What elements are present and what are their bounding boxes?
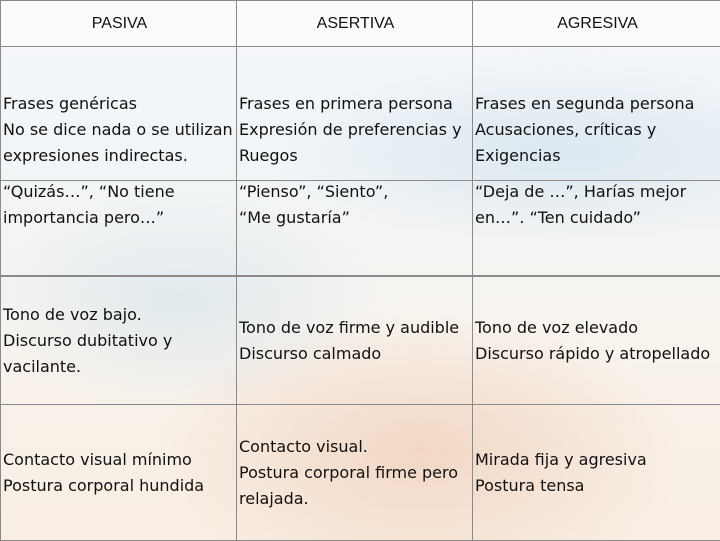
cell-line: Frases en segunda persona — [475, 91, 720, 117]
cell-line: en…”. “Ten cuidado” — [475, 205, 720, 231]
cell-line: Postura corporal hundida — [3, 473, 236, 499]
cell-line: Contacto visual mínimo — [3, 447, 236, 473]
cell-line: Postura corporal firme pero — [239, 460, 472, 486]
cell-line: “Deja de …”, Harías mejor — [475, 179, 720, 205]
header-asertiva: ASERTIVA — [237, 1, 473, 47]
cell-line: Discurso calmado — [239, 341, 472, 367]
cell-line: Mirada fija y agresiva — [475, 447, 720, 473]
cell-line: Tono de voz elevado — [475, 315, 720, 341]
cell-agresiva-postura — [473, 405, 720, 541]
cell-line: Frases en primera persona — [239, 91, 472, 117]
row-divider — [0, 180, 720, 181]
cell-agresiva-tono — [473, 277, 720, 405]
table-row — [1, 47, 720, 277]
cell-line: importancia pero…” — [3, 205, 236, 231]
cell-asertiva-postura — [237, 405, 473, 541]
cell-line: Contacto visual. — [239, 434, 472, 460]
cell-line: Tono de voz firme y audible — [239, 315, 472, 341]
table-row — [1, 405, 720, 541]
cell-pasiva-frases — [1, 47, 237, 277]
cell-line: Ruegos — [239, 143, 472, 169]
cell-line: relajada. — [239, 486, 472, 512]
cell-asertiva-tono — [237, 277, 473, 405]
cell-asertiva-frases — [237, 47, 473, 277]
header-pasiva: PASIVA — [1, 1, 237, 47]
cell-line: Discurso dubitativo y — [3, 328, 236, 354]
row-divider — [0, 275, 720, 276]
cell-line: “Quizás…”, “No tiene — [3, 179, 236, 205]
cell-line: Acusaciones, críticas y — [475, 117, 720, 143]
cell-line: expresiones indirectas. — [3, 143, 236, 169]
cell-line: Tono de voz bajo. — [3, 302, 236, 328]
cell-line: vacilante. — [3, 354, 236, 380]
cell-line: “Pienso”, “Siento”, — [239, 179, 472, 205]
header-agresiva: AGRESIVA — [473, 1, 720, 47]
cell-line: Discurso rápido y atropellado — [475, 341, 720, 367]
cell-line: No se dice nada o se utilizan — [3, 117, 236, 143]
cell-agresiva-frases — [473, 47, 720, 277]
cell-line: Expresión de preferencias y — [239, 117, 472, 143]
cell-pasiva-tono — [1, 277, 237, 405]
cell-line: Exigencias — [475, 143, 720, 169]
table-header-row — [1, 1, 720, 47]
cell-line: Frases genéricas — [3, 91, 236, 117]
cell-line: “Me gustaría” — [239, 205, 472, 231]
cell-pasiva-postura — [1, 405, 237, 541]
cell-line: Postura tensa — [475, 473, 720, 499]
table-row — [1, 277, 720, 405]
